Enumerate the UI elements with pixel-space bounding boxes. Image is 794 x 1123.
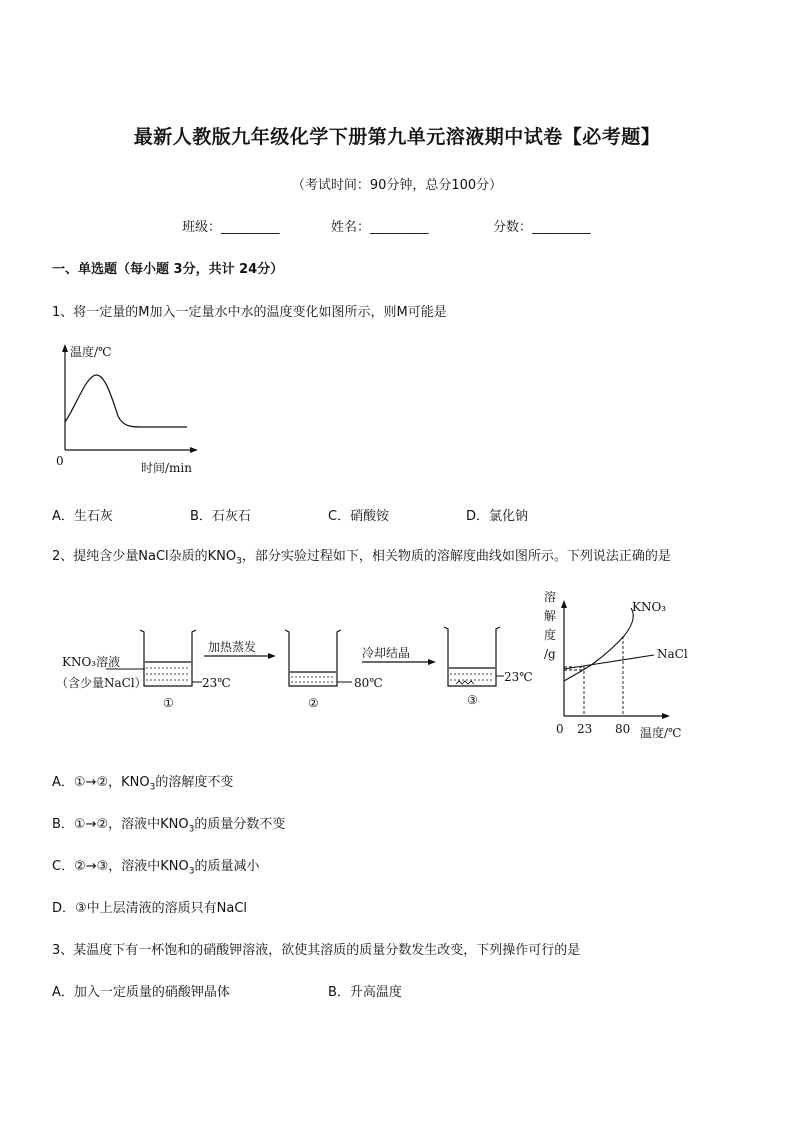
q2-process-diagram bbox=[52, 610, 542, 720]
q3-option-a[interactable]: A．加入一定质量的硝酸钾晶体 bbox=[52, 985, 230, 1000]
q2-option-d[interactable] bbox=[52, 897, 247, 916]
kno3-label: KNO₃ bbox=[632, 600, 667, 614]
name-field bbox=[331, 216, 429, 235]
q2-option-c[interactable] bbox=[52, 855, 260, 877]
q1-xlabel: 时间/min bbox=[141, 461, 192, 475]
q2-option-a-text: A．①→②，KNO bbox=[52, 775, 150, 790]
q2-stem bbox=[52, 545, 671, 567]
x-tick-80: 80 bbox=[615, 722, 631, 736]
exam-title: 最新人教版九年级化学下册第九单元溶液期中试卷【必考题】 bbox=[133, 126, 661, 148]
beaker-3 bbox=[444, 627, 500, 686]
score-blank: _________ bbox=[532, 220, 591, 235]
q2-option-b[interactable] bbox=[52, 813, 286, 835]
q3-option-b[interactable]: B．升高温度 bbox=[328, 985, 402, 1000]
q2-option-a[interactable] bbox=[52, 771, 234, 793]
beaker-mark-2: ② bbox=[308, 696, 319, 710]
q1-option-a[interactable]: A．生石灰 bbox=[52, 509, 113, 524]
name-blank: _________ bbox=[370, 220, 429, 235]
temp-label-2: 80℃ bbox=[354, 676, 383, 690]
q1-option-b[interactable]: B．石灰石 bbox=[190, 509, 251, 524]
q1-option-d[interactable]: D．氯化钠 bbox=[466, 509, 529, 524]
step-2-label: 冷却结晶 bbox=[362, 646, 411, 660]
q1-x-arrow bbox=[190, 447, 198, 453]
q1-temperature-curve bbox=[65, 375, 187, 427]
solubility-ylabel-2: 解 bbox=[544, 609, 557, 623]
step-1-label: 加热蒸发 bbox=[208, 640, 257, 654]
nacl-line bbox=[564, 655, 654, 669]
temp-label-1: 23℃ bbox=[202, 676, 231, 690]
beaker-2 bbox=[285, 630, 341, 686]
q2-stem-part1: 2、提纯含少量NaCl杂质的KNO bbox=[52, 549, 237, 564]
q1-ylabel: 温度/℃ bbox=[70, 345, 112, 359]
q2-option-b-rest: 的质量分数不变 bbox=[194, 817, 286, 832]
q1-origin: 0 bbox=[56, 454, 64, 468]
beaker-mark-3: ③ bbox=[467, 693, 478, 707]
q2-option-b-sub: 3 bbox=[188, 824, 195, 835]
class-blank: _________ bbox=[221, 220, 280, 235]
solubility-x-arrow bbox=[662, 713, 670, 719]
solution-label: KNO₃溶液 bbox=[62, 655, 121, 669]
solubility-ylabel-3: 度 bbox=[544, 628, 557, 642]
arrow-2-head bbox=[428, 659, 436, 665]
q2-option-a-sub: 3 bbox=[149, 782, 156, 793]
q2-option-c-rest: 的质量减小 bbox=[194, 859, 260, 874]
solution-note: （含少量NaCl） bbox=[56, 676, 147, 690]
q2-option-c-text: C．②→③，溶液中KNO bbox=[52, 859, 189, 874]
beaker-mark-1: ① bbox=[163, 696, 174, 710]
section-title: 一、单选题（每小题 3分，共计 24分） bbox=[52, 262, 284, 277]
q2-stem-part2: ，部分实验过程如下，相关物质的溶解度曲线如图所示。下列说法正确的是 bbox=[241, 549, 671, 564]
q1-option-c[interactable]: C．硝酸铵 bbox=[328, 509, 390, 524]
q3-stem: 3、某温度下有一杯饱和的硝酸钾溶液，欲使其溶质的质量分数发生改变，下列操作可行的是 bbox=[52, 943, 581, 958]
q2-option-a-rest: 的溶解度不变 bbox=[155, 775, 234, 790]
solubility-y-arrow bbox=[561, 600, 567, 608]
temp-label-3: 23℃ bbox=[504, 670, 533, 684]
name-label: 姓名： bbox=[331, 220, 371, 235]
solubility-xlabel: 温度/℃ bbox=[640, 726, 682, 740]
q2-stem-sub: 3 bbox=[236, 556, 242, 567]
class-label: 班级： bbox=[182, 220, 222, 235]
beaker-1 bbox=[140, 630, 196, 686]
q1-stem: 1、将一定量的M加入一定量水中水的温度变化如图所示，则M可能是 bbox=[52, 305, 447, 320]
q2-option-b-text: B．①→②，溶液中KNO bbox=[52, 817, 189, 832]
q1-y-arrow bbox=[62, 344, 68, 352]
q2-solubility-chart bbox=[536, 588, 696, 748]
score-field bbox=[493, 216, 591, 235]
arrow-1-head bbox=[268, 653, 276, 659]
x-tick-23: 23 bbox=[577, 722, 593, 736]
q2-option-d-text: D．③中上层清液的溶质只有NaCl bbox=[52, 901, 248, 916]
x-tick-0: 0 bbox=[556, 722, 564, 736]
solubility-ylabel-1: 溶 bbox=[544, 590, 557, 604]
class-field bbox=[182, 216, 280, 235]
exam-subtitle: （考试时间：90分钟，总分100分） bbox=[291, 178, 503, 193]
solubility-ylabel-4: /g bbox=[544, 647, 556, 661]
q2-option-c-sub: 3 bbox=[188, 866, 195, 877]
score-label: 分数： bbox=[493, 220, 533, 235]
q1-temperature-graph bbox=[52, 338, 212, 478]
nacl-label: NaCl bbox=[657, 647, 688, 661]
